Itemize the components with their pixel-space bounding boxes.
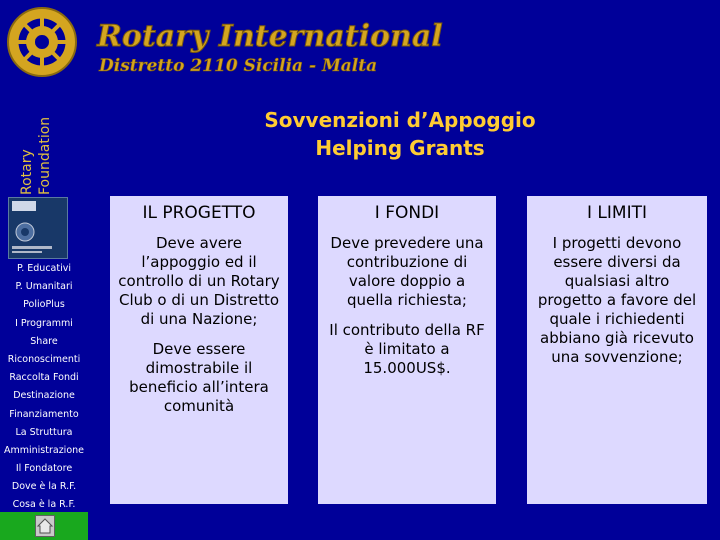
rotary-foundation-label <box>18 90 56 195</box>
rotary-foundation-line2: Foundation <box>37 116 53 195</box>
column-heading: I LIMITI <box>587 203 647 223</box>
sidebar-nav <box>0 260 88 515</box>
title-line-1: Sovvenzioni d’Appoggio <box>264 108 536 132</box>
column-paragraph: Il contributo della RF è limitato a 15.000US$. <box>329 321 485 377</box>
nav-item-il-fondatore[interactable]: Il Fondatore <box>0 460 88 477</box>
column-fondi <box>318 196 496 504</box>
column-progetto <box>110 196 288 504</box>
home-icon[interactable] <box>35 515 55 537</box>
rotary-international-wordmark <box>95 12 443 56</box>
column-body <box>527 230 707 367</box>
column-heading: I FONDI <box>374 203 440 223</box>
rotary-wheel-logo <box>6 6 78 78</box>
nav-item-i-programmi[interactable]: I Programmi <box>0 315 88 332</box>
rotary-foundation-line1: Rotary <box>19 149 35 195</box>
column-paragraph: Deve avere l’appoggio ed il controllo di un Rotary Club o di un Distretto di una Nazione; <box>118 234 280 328</box>
nav-item-la-struttura[interactable]: La Struttura <box>0 424 88 441</box>
brand-text: Rotary International <box>97 19 443 54</box>
nav-item-polioplus[interactable]: PolioPlus <box>0 296 88 313</box>
column-body <box>110 230 288 416</box>
nav-item-raccolta-fondi[interactable]: Raccolta Fondi <box>0 369 88 386</box>
nav-item-riconoscimenti[interactable]: Riconoscimenti <box>0 351 88 368</box>
nav-item-p-umanitari[interactable]: P. Umanitari <box>0 278 88 295</box>
column-body <box>318 230 496 378</box>
nav-item-cosa-e-la-rf[interactable]: Cosa è la R.F. <box>0 496 88 513</box>
nav-item-share[interactable]: Share <box>0 333 88 350</box>
nav-item-amministrazione[interactable]: Amministrazione <box>0 442 88 459</box>
nav-item-dove-e-la-rf[interactable]: Dove è la R.F. <box>0 478 88 495</box>
nav-item-finanziamento[interactable]: Finanziamento <box>0 406 88 423</box>
column-paragraph: Deve essere dimostrabile il beneficio all’intera comunità <box>129 340 269 415</box>
column-heading: IL PROGETTO <box>142 203 256 223</box>
column-limiti <box>527 196 707 504</box>
foundation-book-image <box>8 197 68 259</box>
district-text: Distretto 2110 Sicilia - Malta <box>99 56 378 76</box>
column-paragraph: I progetti devono essere diversi da qualsiasi altro progetto a favore del quale i richiedenti abbiano già ricevuto una sovvenzione; <box>537 234 697 366</box>
column-paragraph: Deve prevedere una contribuzione di valore doppio a quella richiesta; <box>330 234 484 309</box>
page-title <box>200 106 600 162</box>
district-wordmark <box>97 52 378 78</box>
nav-item-p-educativi[interactable]: P. Educativi <box>0 260 88 277</box>
sidebar <box>0 0 88 540</box>
nav-item-destinazione[interactable]: Destinazione <box>0 387 88 404</box>
title-line-2: Helping Grants <box>315 136 485 160</box>
